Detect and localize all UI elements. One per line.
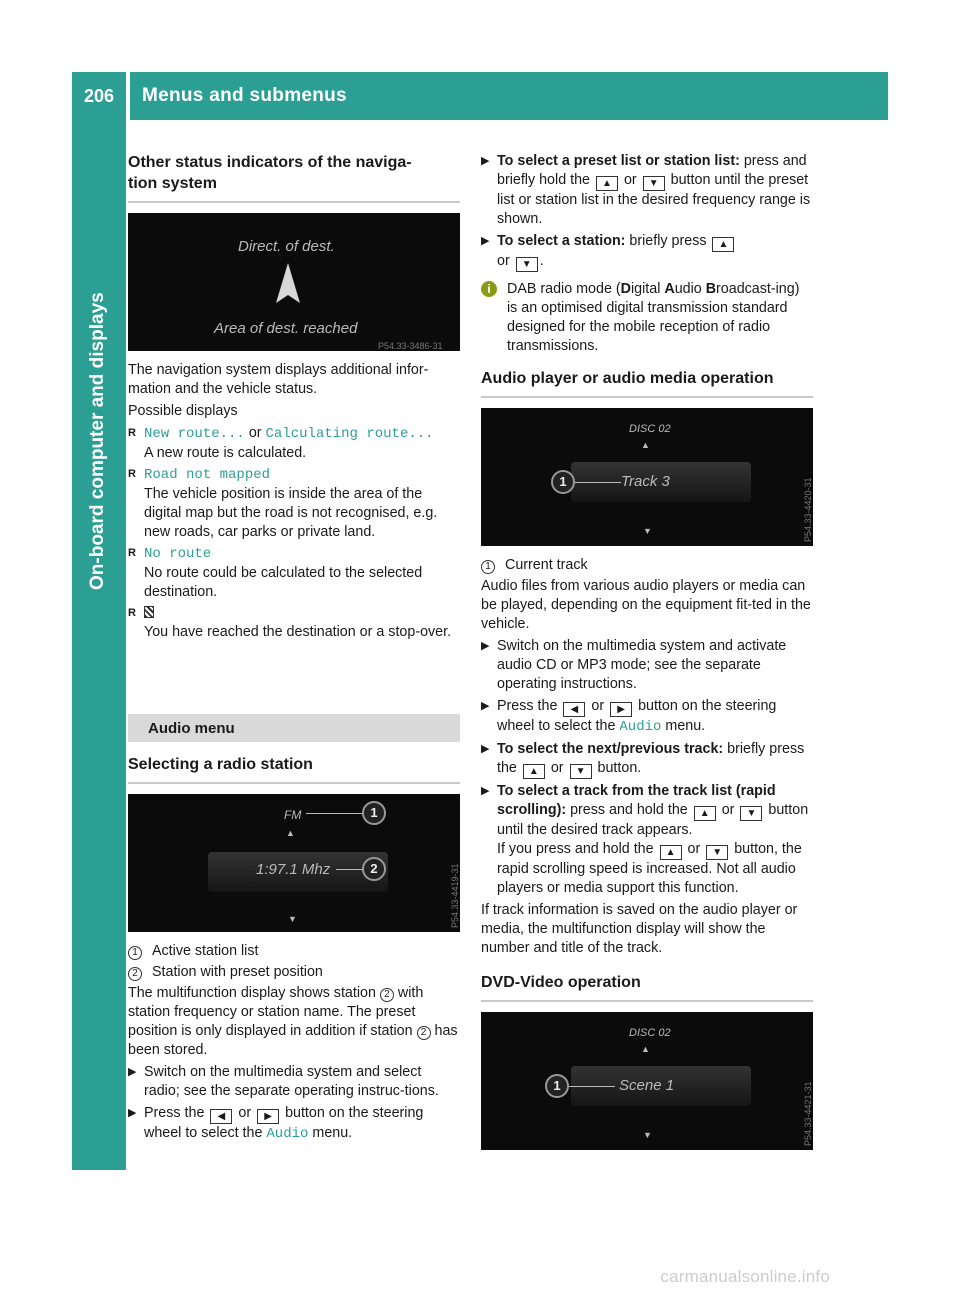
step-item: ▶ To select a station: briefly press ▲ or ▼ . — [481, 232, 813, 272]
callout-line — [575, 482, 621, 483]
left-column — [128, 152, 460, 644]
up-arrow-icon: ▲ — [641, 440, 650, 450]
up-arrow-icon: ▲ — [641, 1044, 650, 1054]
heading-radio-station: Selecting a radio station — [128, 754, 460, 784]
down-arrow-icon: ▼ — [643, 1130, 652, 1140]
info-note: i DAB radio mode (Digital Audio Broadcast-ing) is an optimised digital transmission standard designed for the mobile reception of radio transmissions. — [481, 280, 813, 356]
step-item: ▶ Press the ◀ or ▶ button on the steering wheel to select the Audio menu. — [128, 1105, 424, 1142]
step-item: ▶ To select a track from the track list (rapid scrolling): press and hold the ▲ or ▼ button until the desired track appears. If you press and hold the ▲ or ▼ button, the rapid scrolling speed is increased. Not all audio players or media support this function. — [481, 783, 809, 896]
screen-text-disc: DISC 02 — [629, 1027, 671, 1039]
page-header — [72, 72, 888, 120]
screen-text-direction: Direct. of dest. — [238, 238, 335, 255]
heading-nav-status: Other status indicators of the naviga- tion system — [128, 152, 460, 203]
heading-audio-player: Audio player or audio media operation — [481, 368, 813, 398]
list-item: R Road not mapped The vehicle position is inside the area of the digital map but the road is not recognised, e.g. new roads, car parks or private land. — [128, 467, 438, 540]
audio-display-image — [481, 408, 813, 546]
dvd-display-image — [481, 1012, 813, 1150]
nav-display-image — [128, 213, 460, 351]
step-item: ▶ To select the next/previous track: briefly press the ▲ or ▼ button. — [481, 741, 805, 777]
sidebar-label: On-board computer and displays — [87, 292, 108, 590]
up-arrow-icon: ▲ — [286, 828, 295, 838]
nav-paragraph: The navigation system displays additional infor- mation and the vehicle status. — [128, 362, 429, 397]
list-item: R New route... or Calculating route... A new route is calculated. — [128, 425, 434, 461]
watermark: carmanualsonline.info — [660, 1267, 830, 1286]
heading-dvd-video: DVD-Video operation — [481, 972, 813, 1002]
callout-line — [569, 1086, 615, 1087]
down-arrow-icon: ▼ — [288, 914, 297, 924]
screen-text-fm: FM — [284, 808, 302, 822]
left-column-audio — [128, 714, 460, 1147]
image-reference: P54.33-4419-31 — [450, 863, 460, 928]
callout-2: 2 — [362, 857, 386, 881]
possible-displays-label: Possible displays — [128, 403, 238, 419]
image-reference: P54.33-4420-31 — [803, 477, 813, 542]
nav-arrow-icon — [276, 263, 300, 307]
screen-text-track: Track 3 — [621, 473, 670, 490]
radio-display-image — [128, 794, 460, 932]
step-item: ▶ Press the ◀ or ▶ button on the steering wheel to select the Audio menu. — [481, 698, 777, 735]
section-title: Menus and submenus — [142, 85, 347, 106]
step-item: ▶ Switch on the multimedia system and select radio; see the separate operating instruc-tions. — [128, 1064, 439, 1099]
track-info-paragraph: If track information is saved on the audio player or media, the multifunction display will show the number and title of the track. — [481, 902, 798, 956]
radio-paragraph: The multifunction display shows station 2 with station frequency or station name. The preset position is only displayed in addition if station 2 has been stored. — [128, 985, 458, 1058]
step-item: ▶ To select a preset list or station list: press and briefly hold the ▲ or ▼ button until the preset list or station list in the desired frequency range is shown. — [481, 153, 811, 227]
list-item: R No route No route could be calculated to the selected destination. — [128, 546, 423, 600]
right-column — [481, 152, 813, 1160]
destination-flag-icon — [144, 606, 154, 618]
audio-paragraph: Audio files from various audio players or media can be played, depending on the equipment fit-ted in the vehicle. — [481, 578, 811, 632]
down-arrow-icon: ▼ — [643, 526, 652, 536]
callout-line — [336, 869, 364, 870]
callout-1: 1 — [551, 470, 575, 494]
list-item: R You have reached the destination or a stop-over. — [128, 607, 452, 640]
step-item: ▶ Switch on the multimedia system and activate audio CD or MP3 mode; see the separate operating instructions. — [481, 638, 787, 692]
callout-1: 1 — [362, 801, 386, 825]
screen-text-area: Area of dest. reached — [214, 320, 358, 337]
callout-line — [306, 813, 364, 814]
image-reference: P54.33-4421-31 — [803, 1081, 813, 1146]
legend-item: 2 Station with preset position — [128, 963, 460, 982]
image-reference: P54.33-3486-31 — [378, 341, 443, 351]
audio-menu-heading: Audio menu — [128, 714, 460, 742]
header-separator — [126, 72, 130, 120]
legend-item: 1 Current track — [481, 556, 813, 575]
callout-1: 1 — [545, 1074, 569, 1098]
screen-text-frequency: 1:97.1 Mhz — [256, 861, 331, 878]
info-icon: i — [481, 281, 497, 297]
screen-text-scene: Scene 1 — [619, 1077, 675, 1094]
legend-item: 1 Active station list — [128, 942, 460, 961]
screen-text-disc: DISC 02 — [629, 423, 671, 435]
page-number: 206 — [83, 85, 115, 106]
